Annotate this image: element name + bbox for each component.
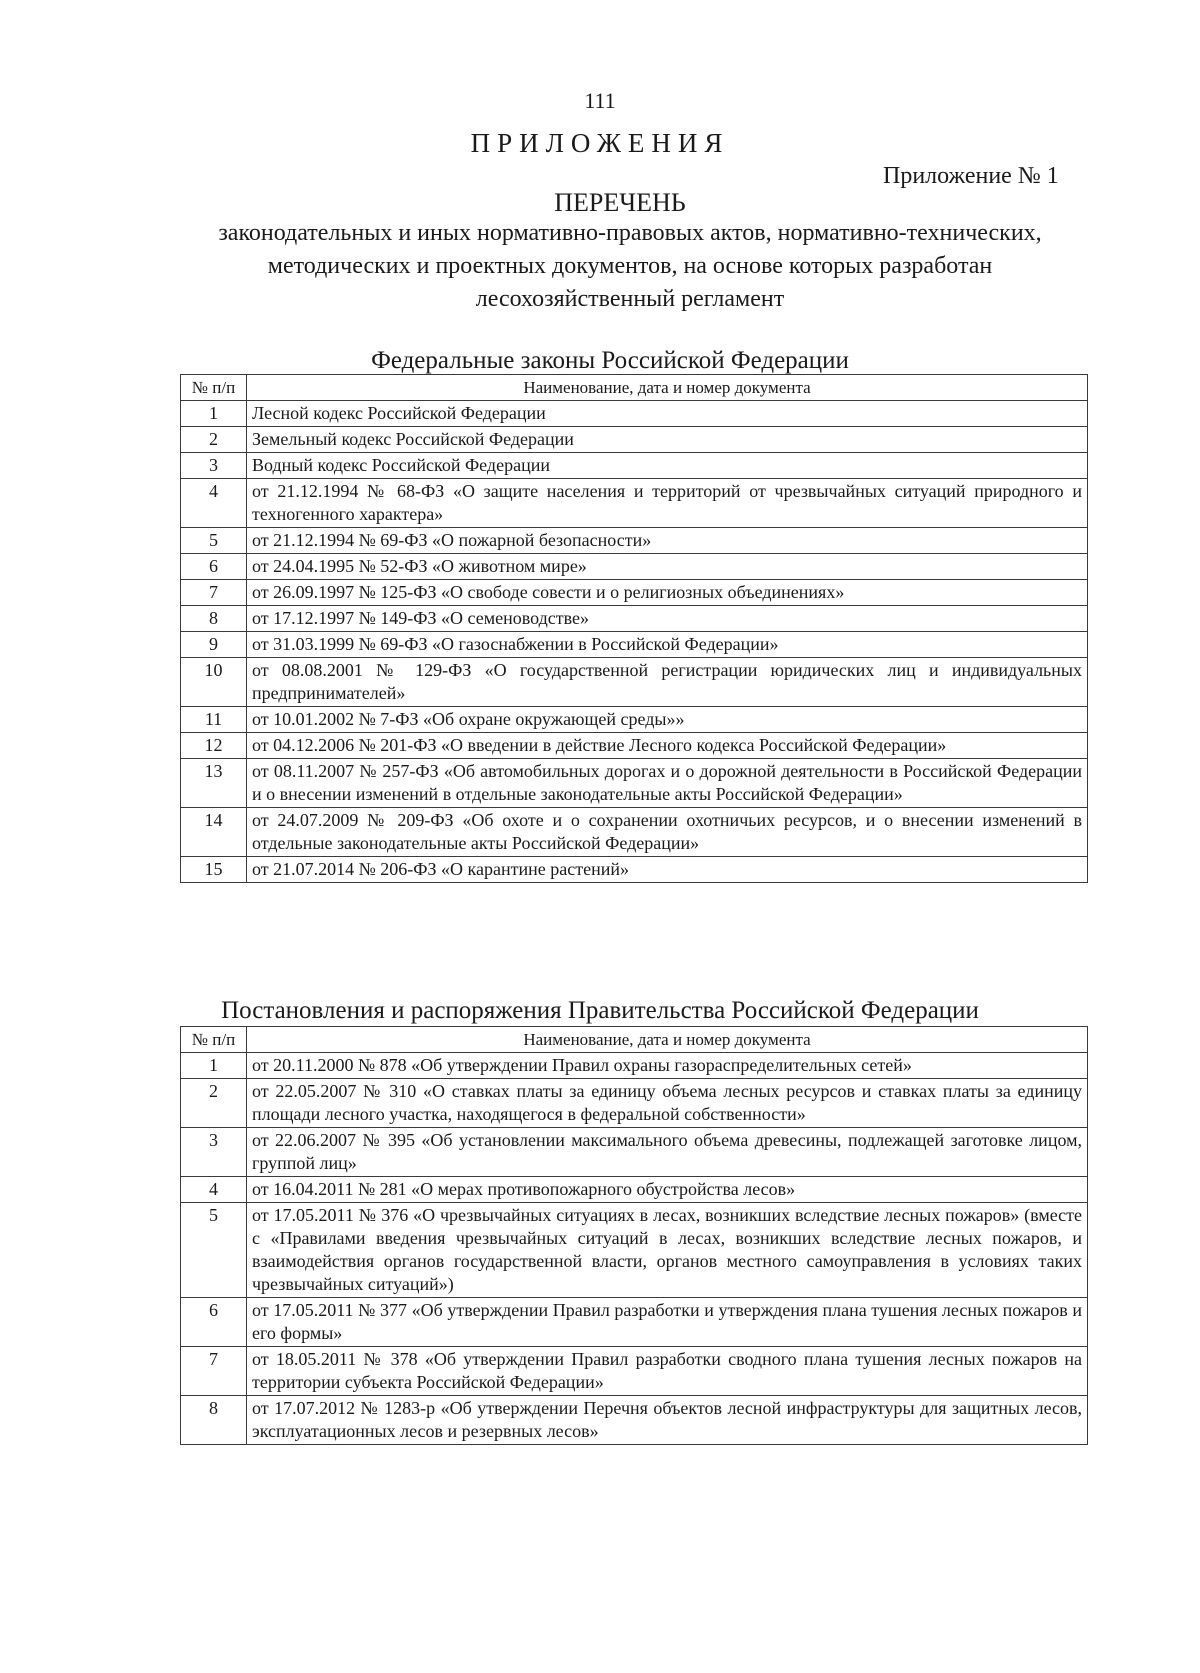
table-row <box>181 479 1088 528</box>
document-name: Лесной кодекс Российской Федерации <box>247 401 1088 427</box>
document-name: от 24.04.1995 № 52-ФЗ «О животном мире» <box>247 554 1088 580</box>
table-row <box>181 707 1088 733</box>
row-number: 3 <box>181 1128 247 1177</box>
row-number: 5 <box>181 528 247 554</box>
document-name: от 22.06.2007 № 395 «Об установлении максимального объема древесины, подлежащей заготовке лицом, группой лиц» <box>247 1128 1088 1177</box>
list-subtitle: законодательных и иных нормативно-правовых актов, нормативно-технических, методических и проектных документов, на основе которых разработан лесохозяйственный регламент <box>218 220 1042 312</box>
row-number: 8 <box>181 1396 247 1445</box>
document-name: от 10.01.2002 № 7-ФЗ «Об охране окружающей среды»» <box>247 707 1088 733</box>
table-row <box>181 808 1088 857</box>
row-number: 2 <box>181 427 247 453</box>
document-name: от 21.07.2014 № 206-ФЗ «О карантине растений» <box>247 857 1088 883</box>
table-row <box>181 1298 1088 1347</box>
table-row <box>181 528 1088 554</box>
document-name: от 26.09.1997 № 125-ФЗ «О свободе совести и о религиозных объединениях» <box>247 580 1088 606</box>
table-row <box>181 1079 1088 1128</box>
row-number: 2 <box>181 1079 247 1128</box>
appendix-number: Приложение № 1 <box>883 163 1059 189</box>
document-name: от 17.07.2012 № 1283-р «Об утверждении Перечня объектов лесной инфраструктуры для защитных лесов, эксплуатационных лесов и резервных лесов» <box>247 1396 1088 1445</box>
table-row <box>181 1203 1088 1298</box>
table-row <box>181 1128 1088 1177</box>
table-row <box>181 453 1088 479</box>
row-number: 13 <box>181 759 247 808</box>
row-number: 7 <box>181 580 247 606</box>
table-row <box>181 1053 1088 1079</box>
row-number: 15 <box>181 857 247 883</box>
table-row <box>181 759 1088 808</box>
row-number: 9 <box>181 632 247 658</box>
federal-laws-table <box>180 374 1088 883</box>
table-header-row <box>181 375 1088 401</box>
table-row <box>181 1177 1088 1203</box>
column-header-name: Наименование, дата и номер документа <box>247 1027 1088 1053</box>
table-row <box>181 1396 1088 1445</box>
document-name: от 18.05.2011 № 378 «Об утверждении Правил разработки сводного плана тушения лесных пожаров на территории субъекта Российской Федерации» <box>247 1347 1088 1396</box>
government-acts-title: Постановления и распоряжения Правительства Российской Федерации <box>221 997 979 1024</box>
document-name: от 04.12.2006 № 201-ФЗ «О введении в действие Лесного кодекса Российской Федерации» <box>247 733 1088 759</box>
table-row <box>181 580 1088 606</box>
table-row <box>181 1347 1088 1396</box>
document-name: от 16.04.2011 № 281 «О мерах противопожарного обустройства лесов» <box>247 1177 1088 1203</box>
document-name: от 21.12.1994 № 69-ФЗ «О пожарной безопасности» <box>247 528 1088 554</box>
document-name: от 24.07.2009 № 209-ФЗ «Об охоте и о сохранении охотничьих ресурсов, и о внесении изменений в отдельные законодательные акты Российской Федерации» <box>247 808 1088 857</box>
row-number: 12 <box>181 733 247 759</box>
row-number: 10 <box>181 658 247 707</box>
row-number: 6 <box>181 1298 247 1347</box>
row-number: 4 <box>181 479 247 528</box>
row-number: 1 <box>181 401 247 427</box>
table-row <box>181 427 1088 453</box>
table-row <box>181 401 1088 427</box>
row-number: 3 <box>181 453 247 479</box>
row-number: 14 <box>181 808 247 857</box>
table-row <box>181 857 1088 883</box>
document-name: от 17.12.1997 № 149-ФЗ «О семеноводстве» <box>247 606 1088 632</box>
table-row <box>181 632 1088 658</box>
table-row <box>181 733 1088 759</box>
table-row <box>181 658 1088 707</box>
column-header-number: № п/п <box>181 1027 247 1053</box>
row-number: 1 <box>181 1053 247 1079</box>
document-name: от 08.08.2001 № 129-ФЗ «О государственной регистрации юридических лиц и индивидуальных предпринимателей» <box>247 658 1088 707</box>
table-row <box>181 554 1088 580</box>
government-acts-table <box>180 1026 1088 1445</box>
appendix-heading: ПРИЛОЖЕНИЯ <box>470 128 730 158</box>
row-number: 11 <box>181 707 247 733</box>
column-header-name: Наименование, дата и номер документа <box>247 375 1088 401</box>
list-title: ПЕРЕЧЕНЬ <box>554 188 686 217</box>
row-number: 5 <box>181 1203 247 1298</box>
row-number: 4 <box>181 1177 247 1203</box>
document-name: от 22.05.2007 № 310 «О ставках платы за единицу объема лесных ресурсов и ставках платы за единицу площади лесного участка, находящегося в федеральной собственности» <box>247 1079 1088 1128</box>
document-name: Земельный кодекс Российской Федерации <box>247 427 1088 453</box>
table-row <box>181 606 1088 632</box>
document-name: от 31.03.1999 № 69-ФЗ «О газоснабжении в Российской Федерации» <box>247 632 1088 658</box>
table-header-row <box>181 1027 1088 1053</box>
federal-laws-title: Федеральные законы Российской Федерации <box>371 347 849 374</box>
column-header-number: № п/п <box>181 375 247 401</box>
document-name: от 08.11.2007 № 257-ФЗ «Об автомобильных дорогах и о дорожной деятельности в Российской Федерации и о внесении изменений в отдельные законодательные акты Российской Федерации» <box>247 759 1088 808</box>
document-name: от 17.05.2011 № 377 «Об утверждении Правил разработки и утверждения плана тушения лесных пожаров и его формы» <box>247 1298 1088 1347</box>
document-name: Водный кодекс Российской Федерации <box>247 453 1088 479</box>
document-name: от 20.11.2000 № 878 «Об утверждении Правил охраны газораспределительных сетей» <box>247 1053 1088 1079</box>
row-number: 7 <box>181 1347 247 1396</box>
document-name: от 17.05.2011 № 376 «О чрезвычайных ситуациях в лесах, возникших вследствие лесных пожаров» (вместе с «Правилами введения чрезвычайных ситуаций в лесах, возникших вследствие лесных пожаров, и взаимодействия органов государственной власти, органов местного самоуправления в условиях таких чрезвычайных ситуаций») <box>247 1203 1088 1298</box>
row-number: 8 <box>181 606 247 632</box>
page-number: 111 <box>584 88 616 113</box>
document-name: от 21.12.1994 № 68-ФЗ «О защите населения и территорий от чрезвычайных ситуаций природного и техногенного характера» <box>247 479 1088 528</box>
row-number: 6 <box>181 554 247 580</box>
